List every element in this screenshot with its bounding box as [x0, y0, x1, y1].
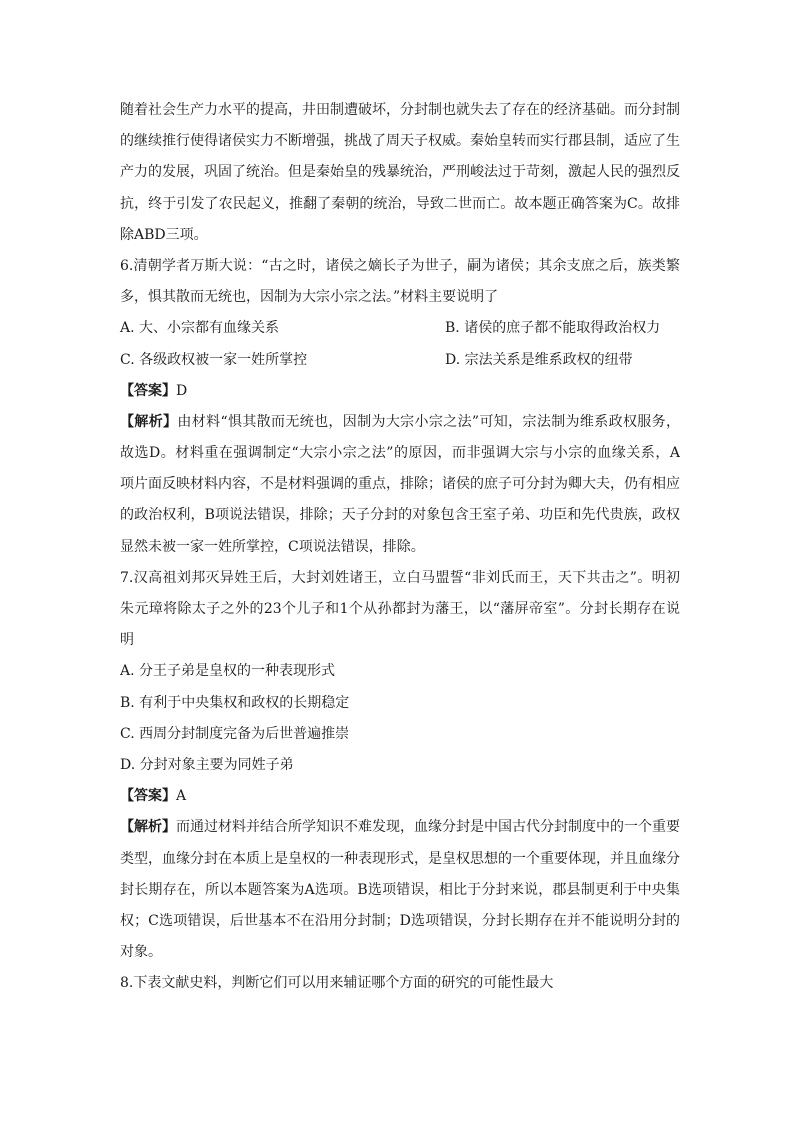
previous-analysis-block — [120, 95, 680, 251]
option-b: B. 有利于中央集权和政权的长期稳定 — [120, 694, 350, 711]
analysis-label: 【解析】 — [120, 413, 178, 430]
question-stem: 明 — [120, 632, 134, 649]
analysis-line: 权；C选项错误，后世基本不在沿用分封制；D选项错误，分封长期存在并不能说明分封的 — [120, 912, 680, 929]
option-c: C. 各级政权被一家一姓所掌控 — [120, 351, 308, 368]
option-a: A. 分王子弟是皇权的一种表现形式 — [120, 663, 336, 680]
answer-value: D — [176, 382, 188, 399]
document-page — [120, 95, 680, 999]
answer-line — [120, 781, 680, 812]
text-line: 抗，终于引发了农民起义，推翻了秦朝的统治，导致二世而亡。故本题正确答案为C。故排 — [120, 195, 680, 212]
answer-label: 【答案】 — [120, 788, 176, 805]
option-c: C. 西周分封制度完备为后世普遍推崇 — [120, 725, 350, 742]
analysis-text: 而通过材料并结合所学知识不难发现，血缘分封是中国古代分封制度中的一个重要 — [176, 819, 680, 836]
options-row — [120, 313, 680, 344]
analysis-line: 显然未被一家一姓所掌控，C项说法错误，排除。 — [120, 538, 425, 555]
question-6 — [120, 251, 680, 563]
analysis-line: 项片面反映材料内容，不是材料强调的重点，排除；诸侯的庶子可分封为卿大夫，仍有相应 — [120, 476, 680, 493]
analysis-line: 故选D。材料重在强调制定“大宗小宗之法”的原因，而非强调大宗与小宗的血缘关系，A — [120, 445, 680, 462]
question-8 — [120, 968, 680, 999]
text-line: 的继续推行使得诸侯实力不断增强，挑战了周天子权威。秦始皇转而实行郡县制，适应了生 — [120, 133, 680, 150]
question-stem: 8.下表文献史料，判断它们可以用来辅证哪个方面的研究的可能性最大 — [120, 975, 554, 992]
analysis-line — [120, 407, 680, 438]
answer-label: 【答案】 — [120, 382, 176, 399]
option-b: B. 诸侯的庶子都不能取得政治权力 — [445, 320, 661, 337]
question-stem: 6.清朝学者万斯大说：“古之时，诸侯之嫡长子为世子，嗣为诸侯；其余支庶之后，族类繁 — [120, 257, 680, 274]
question-stem: 多，惧其散而无统也，因制为大宗小宗之法。”材料主要说明了 — [120, 289, 499, 306]
analysis-line: 封长期存在，所以本题答案为A选项。B选项错误，相比于分封来说，郡县制更利于中央集 — [120, 881, 680, 898]
option-d: D. 宗法关系是维系政权的纽带 — [445, 351, 633, 368]
text-line: 产力的发展，巩固了统治。但是秦始皇的残暴统治，严刑峻法过于苛刻，激起人民的强烈反 — [120, 164, 680, 181]
analysis-line: 对象。 — [120, 944, 162, 961]
analysis-text: 由材料“惧其散而无统也，因制为大宗小宗之法”可知，宗法制为维系政权服务， — [177, 413, 680, 430]
answer-line — [120, 376, 680, 407]
option-d: D. 分封对象主要为同姓子弟 — [120, 756, 294, 773]
analysis-line: 类型，血缘分封在本质上是皇权的一种表现形式，是皇权思想的一个重要体现，并且血缘分 — [120, 850, 680, 867]
analysis-line — [120, 812, 680, 843]
question-stem: 7.汉高祖刘邦灭异姓王后，大封刘姓诸王，立白马盟誓“非刘氏而王，天下共击之”。明初 — [120, 569, 680, 586]
analysis-line: 的政治权利，B项说法错误，排除；天子分封的对象包含王室子弟、功臣和先代贵族，政权 — [120, 507, 680, 524]
analysis-label: 【解析】 — [120, 819, 176, 836]
question-7 — [120, 563, 680, 968]
question-stem: 朱元璋将除太子之外的23个儿子和1个从孙都封为藩王，以“藩屏帝室”。分封长期存在说 — [120, 601, 680, 617]
text-line: 随着社会生产力水平的提高，井田制遭破坏，分封制也就失去了存在的经济基础。而分封制 — [120, 102, 680, 118]
answer-value: A — [176, 788, 187, 805]
options-row — [120, 345, 680, 376]
text-line: 除ABD三项。 — [120, 226, 208, 243]
option-a: A. 大、小宗都有血缘关系 — [120, 320, 280, 337]
